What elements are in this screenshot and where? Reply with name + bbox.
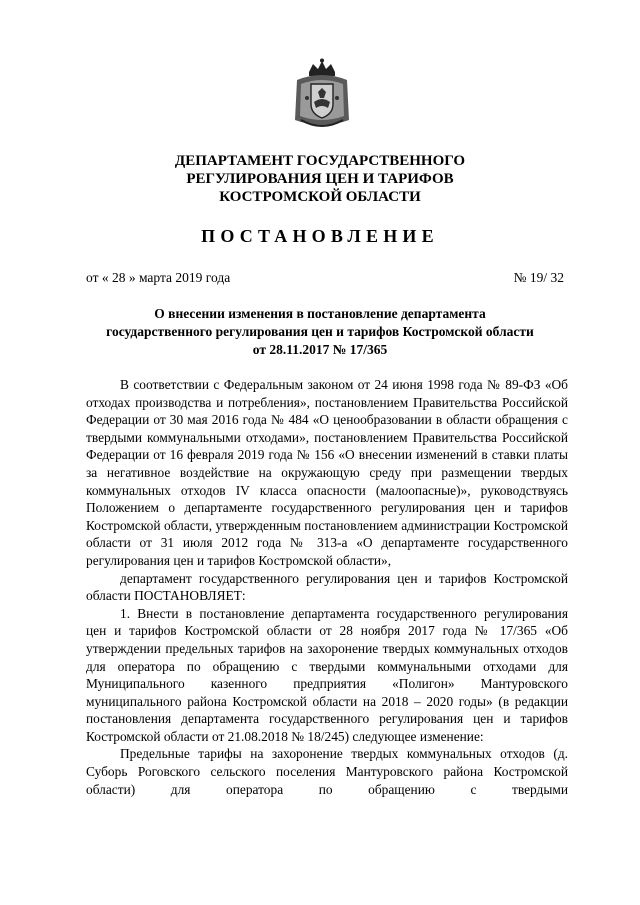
body-paragraph-2: департамент государственного регулирования цен и тарифов Костромской области ПОСТАНОВЛЯЕТ: — [86, 570, 568, 604]
department-name — [0, 152, 640, 206]
department-line-3: КОСТРОМСКОЙ ОБЛАСТИ — [219, 189, 421, 205]
document-subject — [60, 305, 580, 359]
body-paragraph-1: В соответствии с Федеральным законом от 24 июня 1998 года № 89-ФЗ «Об отходах производства и потребления», постановлением Правительства Российской Федерации от 30 мая 2016 года № 484 «О ценообразовании в области обращения с твердыми коммунальными отходами», постановлением Правительства Российской Федерации от 16 февраля 2019 года № 156 «О внесении изменений в ставки платы за негативное воздействие на окружающую среду при размещении твердых коммунальных отходов IV класса опасности (малоопасные)», руководствуясь Положением о департаменте государственного регулирования цен и тарифов Костромской области, утвержденным постановлением администрации Костромской области от 31 июля 2012 года № 313-а «О департаменте государственного регулирования цен и тарифов Костромской области», — [86, 377, 568, 568]
document-body — [86, 376, 568, 798]
subject-line-2: государственного регулирования цен и тарифов Костромской области — [106, 324, 534, 339]
department-line-1: ДЕПАРТАМЕНТ ГОСУДАРСТВЕННОГО — [174, 153, 466, 169]
document-type-title: ПОСТАНОВЛЕНИЕ — [201, 226, 439, 246]
kostroma-coat-of-arms-icon — [291, 58, 353, 130]
body-paragraph-3: 1. Внести в постановление департамента государственного регулирования цен и тарифов Костромской области от 28 ноября 2017 года № 17/365 «Об утверждении предельных тарифов на захоронение твердых коммунальных отходов для оператора по обращению с твердыми коммунальными отходами для Муниципального казенного предприятия «Полигон» Мантуровского муниципального района Костромской области на 2018 – 2020 годы» (в редакции постановления департамента государственного регулирования цен и тарифов Костромской области от 21.08.2018 № 18/245) следующее изменение: — [86, 605, 568, 744]
document-date: от « 28 » марта 2019 года — [86, 270, 231, 285]
document-number: № 19/ 32 — [513, 270, 564, 285]
subject-line-3: от 28.11.2017 № 17/365 — [252, 342, 388, 357]
department-line-2: РЕГУЛИРОВАНИЯ ЦЕН И ТАРИФОВ — [186, 171, 454, 187]
subject-line-1: О внесении изменения в постановление департамента — [154, 306, 486, 321]
body-paragraph-4: Предельные тарифы на захоронение твердых коммунальных отходов (д. Суборь Роговского сельского поселения Мантуровского района Костромской области) для оператора по обращению с твердыми — [86, 746, 568, 797]
